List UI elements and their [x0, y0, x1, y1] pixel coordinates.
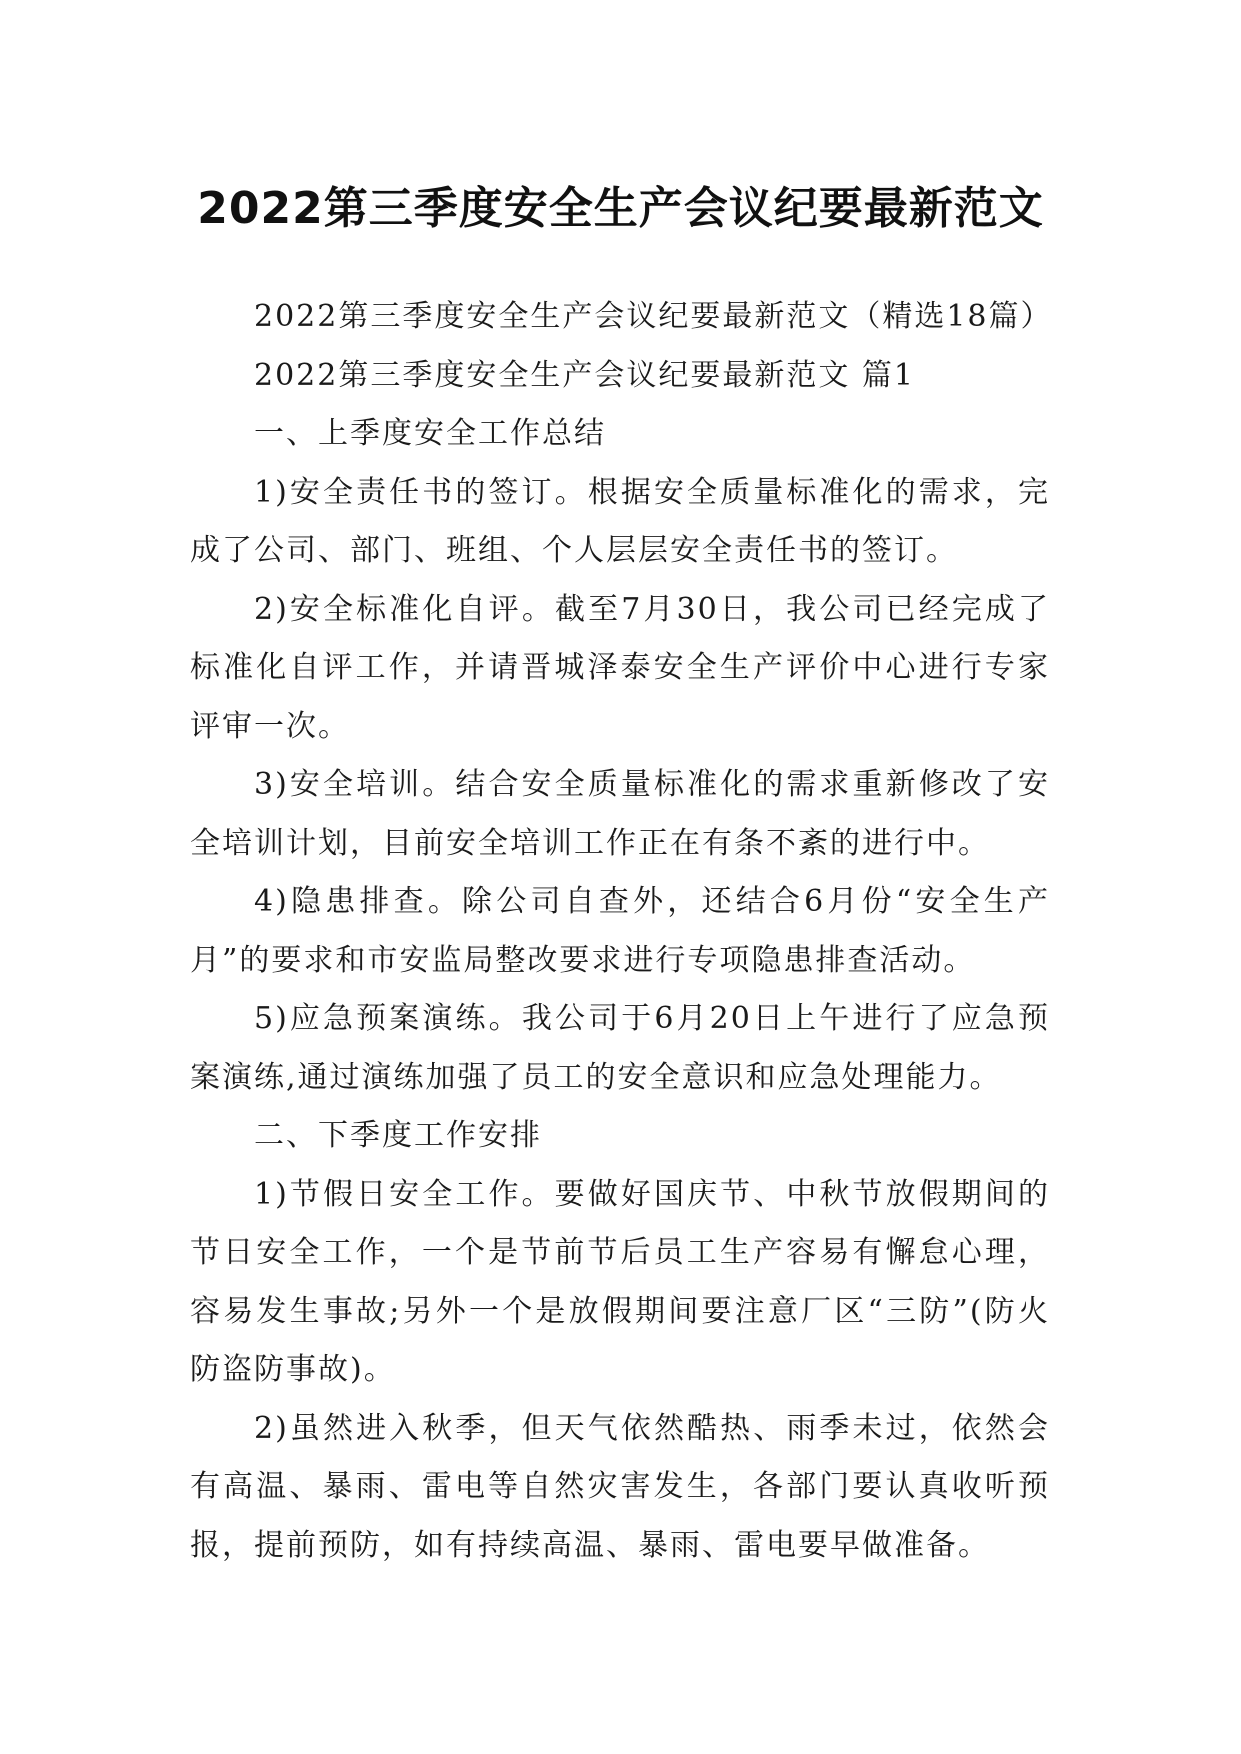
document-body [190, 288, 1053, 1575]
paragraph-item: 4)隐患排查。除公司自查外，还结合6月份“安全生产月”的要求和市安监局整改要求进行专项隐患排查活动。 [190, 884, 1050, 978]
section-heading-plan: 二、下季度工作安排 [254, 1118, 542, 1153]
paragraph-item: 3)安全培训。结合安全质量标准化的需求重新修改了安全培训计划，目前安全培训工作正在有条不紊的进行中。 [190, 767, 1050, 861]
paragraph-subtitle: 2022第三季度安全生产会议纪要最新范文（精选18篇） [254, 299, 1053, 334]
paragraph-item: 1)安全责任书的签订。根据安全质量标准化的需求，完成了公司、部门、班组、个人层层安全责任书的签订。 [190, 474, 1050, 568]
document-title: 2022第三季度安全生产会议纪要最新范文 [197, 183, 1044, 235]
paragraph-item: 2)安全标准化自评。截至7月30日，我公司已经完成了标准化自评工作，并请晋城泽泰安全生产评价中心进行专家评审一次。 [190, 591, 1050, 744]
paragraph-item: 5)应急预案演练。我公司于6月20日上午进行了应急预案演练,通过演练加强了员工的安全意识和应急处理能力。 [190, 1001, 1050, 1095]
paragraph-item: 2)虽然进入秋季，但天气依然酷热、雨季未过，依然会有高温、暴雨、雷电等自然灾害发生，各部门要认真收听预报，提前预防，如有持续高温、暴雨、雷电要早做准备。 [190, 1410, 1050, 1563]
paragraph-item: 1)节假日安全工作。要做好国庆节、中秋节放假期间的节日安全工作，一个是节前节后员工生产容易有懈怠心理，容易发生事故;另外一个是放假期间要注意厂区“三防”(防火防盗防事故)。 [190, 1176, 1050, 1387]
section-heading-summary: 一、上季度安全工作总结 [254, 416, 606, 451]
paragraph-article-heading: 2022第三季度安全生产会议纪要最新范文 篇1 [254, 357, 915, 393]
